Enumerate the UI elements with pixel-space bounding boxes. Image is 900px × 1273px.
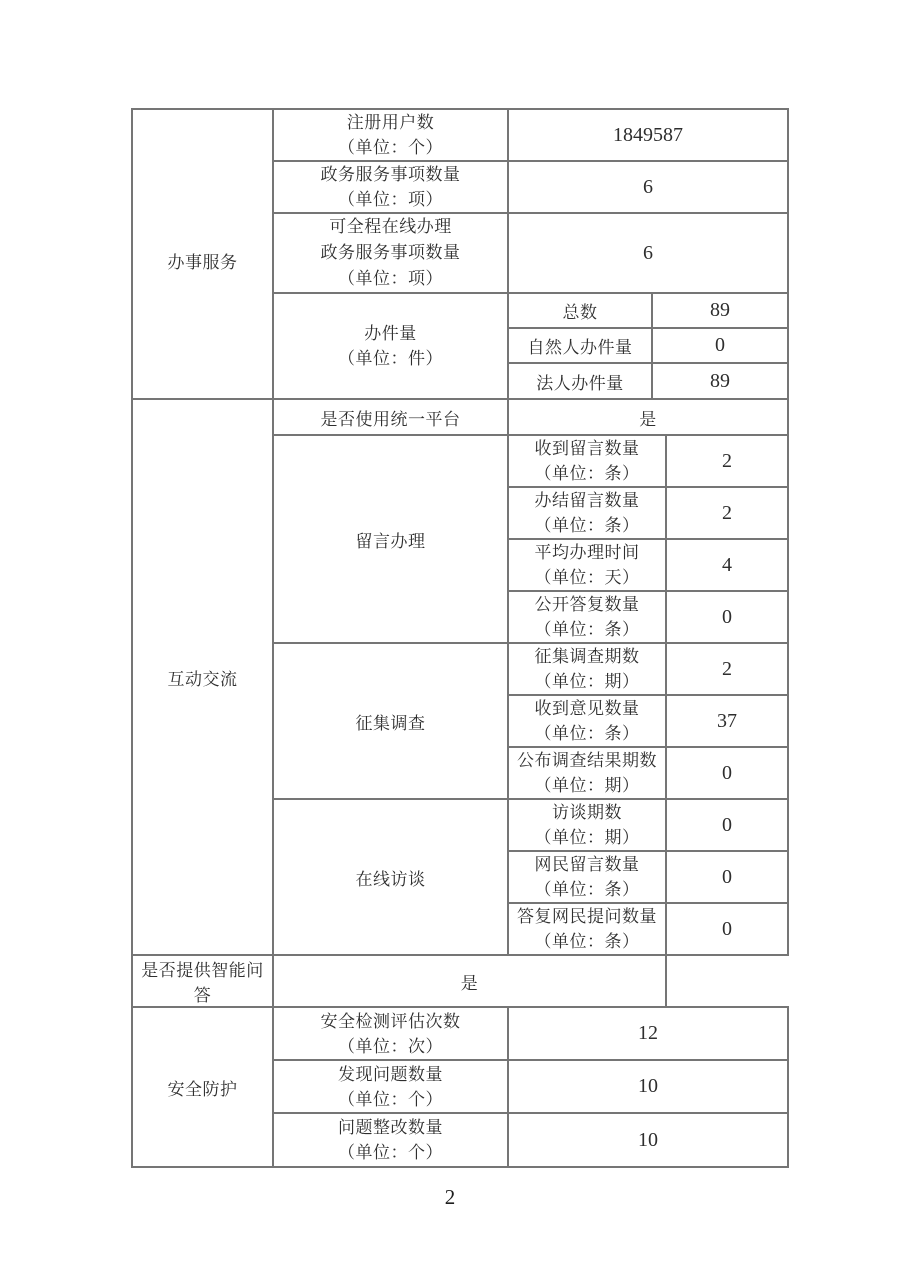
submetric-value-text: 37 (717, 709, 737, 732)
submetric-label-text: 收到意见数量 (534, 699, 640, 718)
submetric-label-text: 平均办理时间 (534, 543, 640, 562)
metric-value-text: 10 (638, 1075, 658, 1097)
metric-value-unified-platform (508, 399, 788, 435)
submetric-unit-text: （单位：条） (534, 932, 640, 951)
category-cell-interaction (132, 399, 273, 955)
submetric-label-text: 收到留言数量 (534, 439, 640, 458)
submetric-label-cases-natural-person (508, 328, 652, 363)
metric-label-text: 政务服务事项数量 (320, 165, 461, 184)
metric-value-text: 是 (460, 973, 479, 993)
submetric-value-replies-to-questions (666, 903, 788, 955)
submetric-value-cases-legal-person (652, 363, 788, 399)
metric-label-cases (273, 293, 508, 399)
table-row (132, 109, 788, 161)
metric-value-text: 6 (643, 241, 653, 264)
submetric-unit-text: （单位：天） (534, 568, 640, 587)
submetric-value-citizen-messages (666, 851, 788, 903)
submetric-value-cases-natural-person (652, 328, 788, 363)
submetric-value-cases-total (652, 293, 788, 328)
submetric-value-public-replies (666, 591, 788, 643)
metric-label-survey (273, 643, 508, 799)
metric-unit-text: （单位：个） (338, 138, 443, 157)
submetric-label-text: 网民留言数量 (534, 855, 640, 874)
metric-value-text: 是 (639, 409, 657, 429)
page-number: 2 (444, 1185, 456, 1209)
metric-value-smart-qa (273, 955, 666, 1007)
submetric-value-text: 0 (722, 917, 732, 940)
metric-value-text: 12 (638, 1022, 658, 1044)
submetric-unit-text: （单位：期） (534, 672, 640, 691)
submetric-label-text: 自然人办件量 (527, 338, 633, 357)
metric-label-text: 发现问题数量 (338, 1064, 443, 1084)
submetric-label-text: 访谈期数 (552, 803, 622, 822)
submetric-label-survey-periods (508, 643, 666, 695)
submetric-label-text: 答复网民提问数量 (517, 907, 657, 926)
metric-label-registered-users (273, 109, 508, 161)
submetric-value-text: 0 (715, 334, 725, 356)
submetric-value-text: 0 (722, 761, 732, 784)
submetric-value-survey-periods (666, 643, 788, 695)
submetric-label-cases-total (508, 293, 652, 328)
metric-label-text: 注册用户数 (346, 113, 435, 132)
submetric-value-published-results (666, 747, 788, 799)
submetric-value-messages-received (666, 435, 788, 487)
metric-label-text: 留言办理 (355, 531, 426, 551)
metric-value-problems-found (508, 1060, 788, 1113)
table-row (132, 955, 788, 1007)
annual-report-table (131, 108, 789, 1168)
metric-label-text: 是否使用统一平台 (320, 409, 461, 429)
metric-unit-text: （单位：个） (338, 1089, 443, 1109)
metric-value-text: 10 (638, 1128, 658, 1151)
metric-label-text: 问题整改数量 (338, 1118, 443, 1137)
category-cell-service (132, 109, 273, 399)
submetric-label-messages-completed (508, 487, 666, 539)
metric-unit-text: （单位：次） (338, 1036, 443, 1056)
submetric-value-text: 0 (722, 865, 732, 888)
metric-label-text: 征集调查 (355, 713, 426, 733)
submetric-label-published-results (508, 747, 666, 799)
metric-unit-text: （单位：项） (338, 190, 443, 209)
category-cell-security (132, 1007, 273, 1167)
metric-value-text: 6 (643, 175, 653, 198)
submetric-label-cases-legal-person (508, 363, 652, 399)
submetric-value-text: 0 (722, 605, 732, 628)
submetric-value-text: 2 (722, 449, 732, 472)
metric-label-smart-qa (132, 955, 273, 1007)
metric-label-text: 是否提供智能问答 (141, 961, 264, 1005)
submetric-label-text: 公开答复数量 (534, 595, 640, 614)
submetric-label-text: 法人办件量 (536, 373, 624, 393)
submetric-value-opinions-received (666, 695, 788, 747)
submetric-label-text: 公布调查结果期数 (517, 751, 657, 770)
table-row (132, 399, 788, 435)
metric-value-online-full-process (508, 213, 788, 293)
metric-label-text: 办件量 (364, 324, 417, 343)
metric-label-text: 在线访谈 (355, 869, 426, 889)
metric-value-registered-users (508, 109, 788, 161)
metric-label-message-handling (273, 435, 508, 643)
submetric-label-text: 办结留言数量 (534, 491, 640, 510)
metric-label-security-assessments (273, 1007, 508, 1060)
submetric-label-opinions-received (508, 695, 666, 747)
metric-value-problems-fixed (508, 1113, 788, 1167)
submetric-value-text: 4 (722, 553, 732, 576)
submetric-value-text: 89 (710, 299, 730, 321)
category-label-security: 安全防护 (167, 1079, 238, 1099)
submetric-unit-text: （单位：条） (534, 620, 640, 639)
submetric-value-text: 2 (722, 501, 732, 524)
submetric-label-citizen-messages (508, 851, 666, 903)
submetric-label-text: 总数 (562, 303, 598, 322)
metric-value-gov-service-items (508, 161, 788, 213)
metric-unit-text: （单位：项） (338, 269, 443, 288)
submetric-value-messages-completed (666, 487, 788, 539)
submetric-label-public-replies (508, 591, 666, 643)
submetric-label-text: 征集调查期数 (534, 647, 640, 666)
table-row (132, 1007, 788, 1060)
submetric-label-avg-handling-time (508, 539, 666, 591)
submetric-label-interview-periods (508, 799, 666, 851)
category-label-service: 办事服务 (167, 253, 238, 272)
metric-label-gov-service-items (273, 161, 508, 213)
metric-unit-text: （单位：个） (338, 1143, 443, 1162)
submetric-value-text: 89 (710, 369, 730, 392)
submetric-unit-text: （单位：条） (534, 880, 640, 899)
submetric-value-interview-periods (666, 799, 788, 851)
metric-label-unified-platform (273, 399, 508, 435)
submetric-unit-text: （单位：条） (534, 464, 640, 483)
metric-value-text: 1849587 (613, 123, 683, 146)
submetric-unit-text: （单位：期） (534, 776, 640, 795)
metric-label-text: 安全检测评估次数 (320, 1011, 461, 1031)
metric-label-interview (273, 799, 508, 955)
submetric-unit-text: （单位：条） (534, 516, 640, 535)
submetric-unit-text: （单位：期） (534, 828, 640, 847)
metric-value-security-assessments (508, 1007, 788, 1060)
metric-label-problems-found (273, 1060, 508, 1113)
category-label-interaction: 互动交流 (167, 669, 238, 689)
metric-unit-text: （单位：件） (338, 349, 443, 368)
report-table-container (131, 108, 789, 1168)
submetric-value-text: 2 (722, 657, 732, 680)
metric-label-text-line2: 政务服务事项数量 (320, 243, 461, 262)
submetric-value-text: 0 (722, 813, 732, 836)
metric-label-online-full-process (273, 213, 508, 293)
metric-label-problems-fixed (273, 1113, 508, 1167)
submetric-label-replies-to-questions (508, 903, 666, 955)
submetric-label-messages-received (508, 435, 666, 487)
metric-label-text-line1: 可全程在线办理 (329, 217, 452, 236)
submetric-value-avg-handling-time (666, 539, 788, 591)
submetric-unit-text: （单位：条） (534, 724, 640, 743)
